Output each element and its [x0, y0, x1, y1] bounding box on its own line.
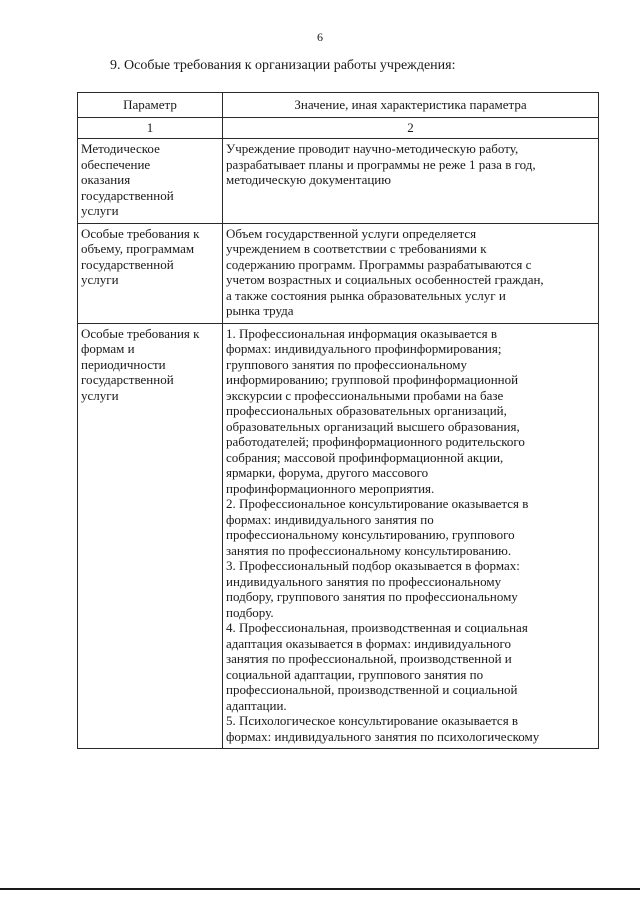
header-value: Значение, иная характеристика параметра — [223, 93, 599, 118]
text-line: услуги — [81, 272, 119, 287]
text-line: социальной адаптации, группового занятия по — [226, 666, 484, 682]
text-line: подбору. — [226, 604, 274, 620]
text-line: услуги — [81, 387, 119, 403]
text-line: экскурсии с профессиональными пробами на базе — [226, 387, 504, 403]
text-line: формах: индивидуального профинформирования; — [226, 341, 502, 356]
text-line: Учреждение проводит научно-методическую работу, — [226, 141, 519, 156]
text-line: учреждением в соответствии с требованиями к — [226, 241, 487, 256]
value-cell — [223, 323, 599, 749]
page-number: 6 — [317, 30, 323, 44]
text-line: оказания — [81, 172, 131, 187]
column-number-1: 1 — [78, 118, 223, 139]
text-line: формах: индивидуального занятия по психологическому — [226, 728, 540, 744]
text-line: объему, программам — [81, 241, 195, 256]
parameter-cell — [78, 323, 223, 749]
table-row — [78, 323, 599, 749]
value-cell — [223, 139, 599, 224]
text-line: а также состояния рынка образовательных услуг и — [226, 287, 506, 303]
text-line: ярмарки, форума, другого массового — [226, 465, 429, 480]
text-line: 1. Профессиональная информация оказывается в — [226, 325, 498, 341]
text-line: учетом возрастных и социальных особенностей граждан, — [226, 272, 544, 287]
text-line: индивидуального занятия по профессиональному — [226, 573, 502, 589]
text-line: Особые требования к — [81, 325, 200, 341]
text-line: Объем государственной услуги определяется — [226, 225, 477, 241]
text-line: профинформационного мероприятия. — [226, 480, 435, 496]
text-line: методическую документацию — [226, 172, 391, 187]
text-line: Особые требования к — [81, 225, 200, 241]
table-header-row — [78, 93, 599, 118]
text-line: государственной — [81, 372, 174, 387]
text-line: рынка труда — [226, 303, 294, 318]
header-parameter: Параметр — [78, 93, 223, 118]
text-line: 2. Профессиональное консультирование оказывается в — [226, 496, 529, 511]
text-line: профессиональному консультированию, группового — [226, 527, 515, 542]
text-line: обеспечение — [81, 156, 151, 172]
requirements-table — [77, 92, 599, 749]
text-line: формах: индивидуального занятия по — [226, 511, 434, 527]
text-line: формам и — [81, 341, 135, 356]
text-line: периодичности — [81, 356, 166, 372]
parameter-cell — [78, 223, 223, 323]
text-line: Методическое — [81, 141, 160, 156]
text-line: работодателей; профинформационного родительского — [226, 434, 525, 449]
value-cell — [223, 223, 599, 323]
text-line: адаптации. — [226, 697, 287, 713]
text-line: занятия по профессиональной, производственной и — [226, 651, 512, 666]
text-line: группового занятия по профессиональному — [226, 356, 467, 372]
text-line: 5. Психологическое консультирование оказывается в — [226, 713, 519, 728]
section-title: 9. Особые требования к организации работы учреждения: — [110, 58, 456, 73]
text-line: собрания; массовой профинформационной акции, — [226, 449, 504, 465]
text-line: услуги — [81, 203, 119, 218]
text-line: занятия по профессиональному консультированию. — [226, 542, 512, 558]
table-row — [78, 139, 599, 224]
text-line: профессиональной, производственной и социальной — [226, 682, 518, 697]
text-line: профессиональных образовательных организаций, — [226, 403, 507, 418]
text-line: образовательных организаций высшего образования, — [226, 418, 520, 434]
text-line: информированию; групповой профинформационной — [226, 372, 519, 387]
text-line: содержанию программ. Программы разрабатываются с — [226, 256, 532, 272]
table-row — [78, 223, 599, 323]
text-line: государственной — [81, 256, 174, 272]
text-line: подбору, группового занятия по профессиональному — [226, 589, 518, 604]
text-line: разрабатывает планы и программы не реже 1 раза в год, — [226, 156, 536, 172]
text-line: государственной — [81, 187, 174, 203]
parameter-cell — [78, 139, 223, 224]
bottom-edge-rule — [0, 888, 640, 890]
text-line: 4. Профессиональная, производственная и социальная — [226, 620, 528, 635]
text-line: 3. Профессиональный подбор оказывается в формах: — [226, 558, 520, 573]
column-number-row — [78, 118, 599, 139]
text-line: адаптация оказывается в формах: индивидуального — [226, 635, 511, 651]
column-number-2: 2 — [223, 118, 599, 139]
